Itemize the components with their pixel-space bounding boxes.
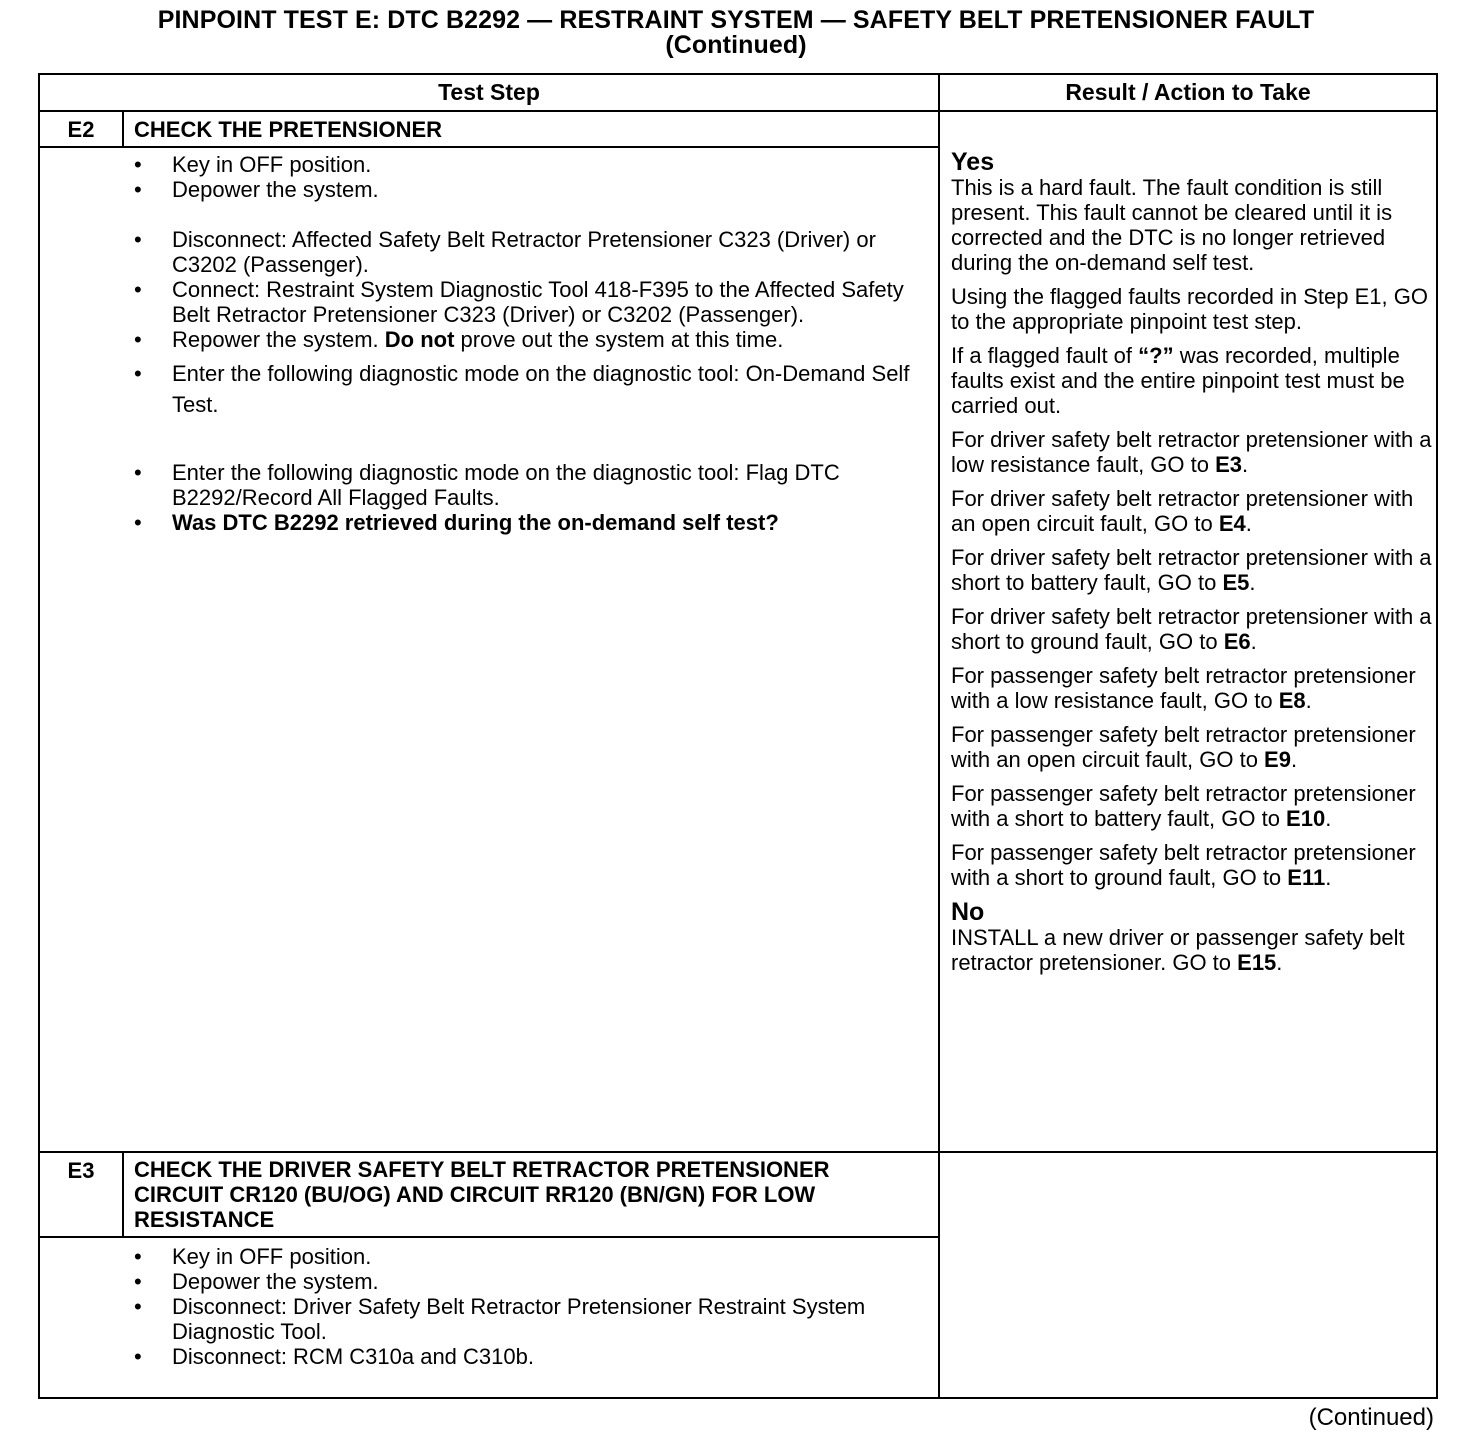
e3-action: • Disconnect: RCM C310a and C310b.: [134, 1344, 934, 1369]
step-e2-results: [951, 149, 1437, 984]
step-title-e2: CHECK THE PRETENSIONER: [134, 117, 443, 142]
yes-result: If a flagged fault of “?” was recorded, multiple faults exist and the entire pinpoint test must be carried out.: [951, 343, 1405, 418]
e2-action: • Key in OFF position.: [134, 152, 934, 177]
no-result: INSTALL a new driver or passenger safety belt retractor pretensioner. GO to E15.: [951, 925, 1405, 975]
e3-action: • Key in OFF position.: [134, 1244, 934, 1269]
e2-action: • Enter the following diagnostic mode on the diagnostic tool: Flag DTC B2292/Record All Flagged Faults.: [134, 460, 934, 510]
e2-action: • Was DTC B2292 retrieved during the on-demand self test?: [134, 510, 934, 535]
header-result: Result / Action to Take: [1065, 79, 1311, 105]
header-divider: [40, 110, 1436, 112]
e2-action: • Connect: Restraint System Diagnostic Tool 418-F395 to the Affected Safety Belt Retractor Pretensioner C323 (Driver) or C3202 (Passenger).: [134, 277, 934, 327]
e2-action: • Disconnect: Affected Safety Belt Retractor Pretensioner C323 (Driver) or C3202 (Passenger).: [134, 227, 934, 277]
yes-result: Using the flagged faults recorded in Step E1, GO to the appropriate pinpoint test step.: [951, 284, 1428, 334]
e3-action: • Disconnect: Driver Safety Belt Retractor Pretensioner Restraint System Diagnostic Tool.: [134, 1294, 934, 1344]
no-label: No: [951, 898, 985, 926]
yes-result: For driver safety belt retractor pretensioner with a short to battery fault, GO to E5.: [951, 545, 1432, 595]
title-main: PINPOINT TEST E: DTC B2292 — RESTRAINT SYSTEM — SAFETY BELT PRETENSIONER FAULT: [157, 6, 1315, 34]
continued-footer: (Continued): [1308, 1404, 1434, 1431]
yes-result: For passenger safety belt retractor pretensioner with an open circuit fault, GO to E9.: [951, 722, 1416, 772]
step-title-e3: CHECK THE DRIVER SAFETY BELT RETRACTOR PRETENSIONER CIRCUIT CR120 (BU/OG) AND CIRCUIT RR120 (BN/GN) FOR LOW RESISTANCE: [134, 1157, 830, 1232]
yes-result: This is a hard fault. The fault condition is still present. This fault cannot be cleared until it is corrected and the DTC is no longer retrieved during the on-demand self test.: [951, 175, 1393, 275]
page-title: [0, 8, 1472, 58]
yes-result: For passenger safety belt retractor pretensioner with a low resistance fault, GO to E8.: [951, 663, 1416, 713]
step-id-e2: E2: [67, 117, 95, 142]
yes-result: For driver safety belt retractor pretensioner with a short to ground fault, GO to E6.: [951, 604, 1432, 654]
e2-title-divider: [40, 146, 938, 148]
header-test-step: Test Step: [438, 79, 540, 105]
e3-title-divider: [40, 1236, 938, 1238]
row-divider: [40, 1151, 1436, 1153]
step-id-e3: E3: [67, 1158, 95, 1183]
yes-result: For driver safety belt retractor pretensioner with an open circuit fault, GO to E4.: [951, 486, 1414, 536]
e2-action: • Repower the system. Do not prove out the system at this time.: [134, 327, 934, 352]
column-divider: [938, 75, 940, 1397]
yes-label: Yes: [951, 148, 995, 176]
e2-id-divider: [122, 112, 124, 147]
step-e3-actions: [134, 1244, 934, 1369]
e3-id-divider: [122, 1153, 124, 1237]
title-continued: (Continued): [665, 31, 807, 59]
yes-result: For passenger safety belt retractor pretensioner with a short to ground fault, GO to E11.: [951, 840, 1416, 890]
yes-result: For driver safety belt retractor pretensioner with a low resistance fault, GO to E3.: [951, 427, 1432, 477]
step-e2-actions: [134, 152, 934, 535]
e2-action: • Enter the following diagnostic mode on the diagnostic tool: On-Demand Self Test.: [134, 358, 934, 420]
e2-action: • Depower the system.: [134, 177, 934, 202]
pinpoint-test-table: [38, 73, 1438, 1399]
yes-result: For passenger safety belt retractor pretensioner with a short to battery fault, GO to E10.: [951, 781, 1416, 831]
e3-action: • Depower the system.: [134, 1269, 934, 1294]
